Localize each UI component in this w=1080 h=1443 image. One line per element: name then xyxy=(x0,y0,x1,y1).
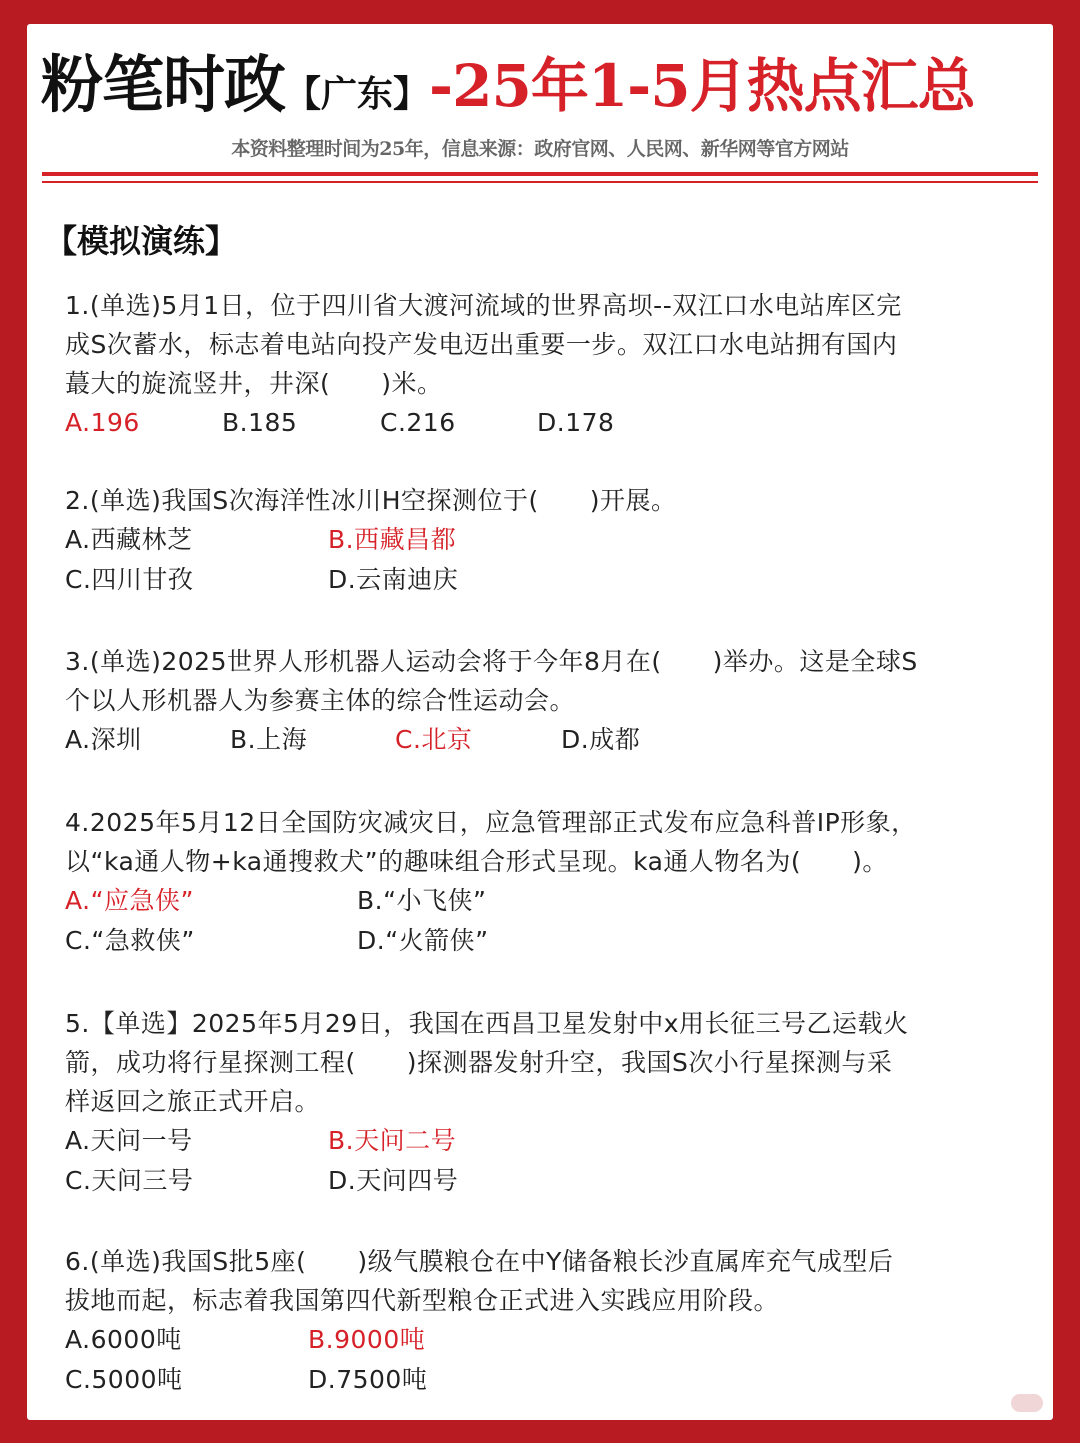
question-1 xyxy=(65,286,1025,443)
option-b: B.9000吨 xyxy=(308,1325,426,1354)
option-a: A.“应急侠” xyxy=(65,886,195,915)
question-3 xyxy=(65,642,1025,760)
option-a: A.6000吨 xyxy=(65,1325,182,1354)
options-row xyxy=(65,1320,1025,1360)
option-d: D.“火箭侠” xyxy=(357,926,489,955)
title-region: 【广东】 xyxy=(285,73,430,115)
divider-thin xyxy=(42,181,1038,183)
option-b: B.西藏昌都 xyxy=(328,525,457,554)
options-row xyxy=(65,921,1025,961)
section-title: 【模拟演练】 xyxy=(45,222,238,260)
options-row xyxy=(65,560,1025,600)
divider-thick xyxy=(42,172,1038,176)
question-text-line: 4.2025年5月12日全国防灾减灾日，应急管理部正式发布应急科普IP形象， xyxy=(65,808,917,837)
watermark-badge xyxy=(1011,1394,1043,1412)
question-text-line: 个以人形机器人为参赛主体的综合性运动会。 xyxy=(65,686,576,715)
option-a: A.天问一号 xyxy=(65,1126,193,1155)
option-c: C.“急救侠” xyxy=(65,926,195,955)
options-row xyxy=(65,520,1025,560)
option-b: B.“小飞侠” xyxy=(357,886,487,915)
option-c: C.四川甘孜 xyxy=(65,565,194,594)
question-text-line: 样返回之旅正式开启。 xyxy=(65,1087,321,1116)
document-card xyxy=(27,24,1053,1420)
question-text-line: 蕞大的旋流竖井，井深( )米。 xyxy=(65,369,443,398)
title-main: 粉笔时政 xyxy=(41,48,286,121)
question-6 xyxy=(65,1242,1025,1400)
options-row xyxy=(65,1121,1025,1161)
options-row xyxy=(65,720,1025,760)
option-a: A.西藏林芝 xyxy=(65,525,193,554)
question-5 xyxy=(65,1004,1025,1201)
option-c: C.216 xyxy=(380,408,456,437)
question-text-line: 拔地而起，标志着我国第四代新型粮仓正式进入实践应用阶段。 xyxy=(65,1286,780,1315)
question-text-line: 3.(单选)2025世界人形机器人运动会将于今年8月在( )举办。这是全球S xyxy=(65,647,918,676)
option-a: A.196 xyxy=(65,408,140,437)
question-text-line: 箭，成功将行星探测工程( )探测器发射升空，我国S次小行星探测与采 xyxy=(65,1048,893,1077)
options-row xyxy=(65,1360,1025,1400)
option-d: D.7500吨 xyxy=(308,1365,428,1394)
option-c: C.5000吨 xyxy=(65,1365,183,1394)
options-row xyxy=(65,881,1025,921)
options-row xyxy=(65,1161,1025,1201)
question-text-line: 2.(单选)我国S次海洋性冰川H空探测位于( )开展。 xyxy=(65,486,677,515)
option-a: A.深圳 xyxy=(65,725,142,754)
question-2 xyxy=(65,481,1025,600)
options-row xyxy=(65,403,1025,443)
source-note: 本资料整理时间为25年，信息来源：政府官网、人民网、新华网等官方网站 xyxy=(231,138,849,160)
option-c: C.北京 xyxy=(395,725,473,754)
option-b: B.天问二号 xyxy=(328,1126,457,1155)
option-d: D.云南迪庆 xyxy=(328,565,459,594)
option-b: B.上海 xyxy=(230,725,308,754)
question-text-line: 6.(单选)我国S批5座( )级气膜粮仓在中Y储备粮长沙直属库充气成型后 xyxy=(65,1247,894,1276)
question-4 xyxy=(65,803,1025,961)
option-d: D.天问四号 xyxy=(328,1166,459,1195)
option-c: C.天问三号 xyxy=(65,1166,194,1195)
question-text-line: 成S次蓄水，标志着电站向投产发电迈出重要一步。双江口水电站拥有国内 xyxy=(65,330,898,359)
option-b: B.185 xyxy=(222,408,298,437)
question-text-line: 以“ka通人物+ka通搜救犬”的趣味组合形式呈现。ka通人物名为( )。 xyxy=(65,847,888,876)
option-d: D.178 xyxy=(537,408,615,437)
option-d: D.成都 xyxy=(561,725,641,754)
question-text-line: 1.(单选)5月1日，位于四川省大渡河流域的世界高坝--双江口水电站库区完 xyxy=(65,291,902,320)
page-title xyxy=(41,40,1041,130)
title-topic: -25年1-5月热点汇总 xyxy=(429,52,975,120)
question-text-line: 5.【单选】2025年5月29日，我国在西昌卫星发射中x用长征三号乙运载火 xyxy=(65,1009,909,1038)
